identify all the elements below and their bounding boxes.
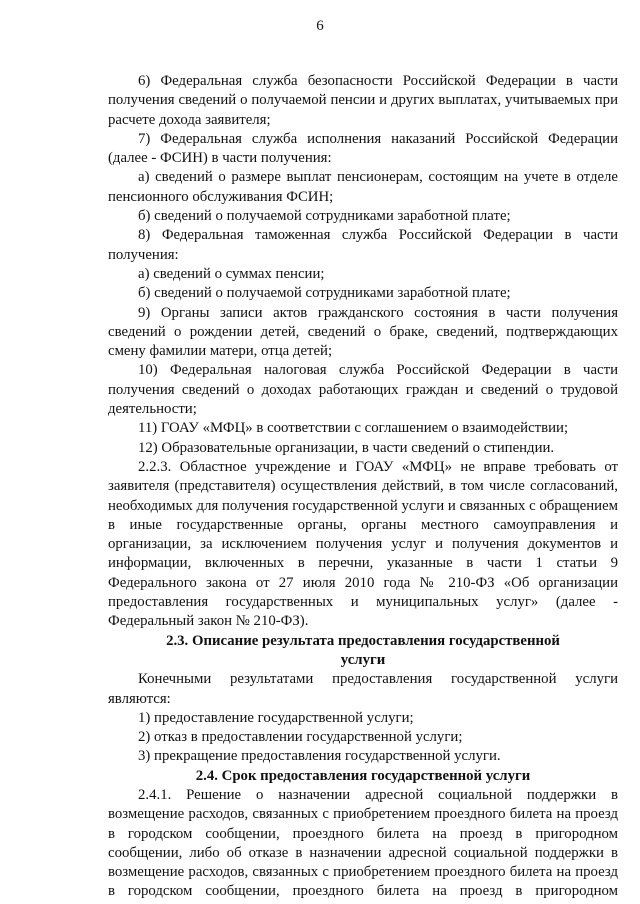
section-heading-2-3-line1: 2.3. Описание результата предоставления государственной bbox=[166, 632, 560, 649]
section-heading-2-4: 2.4. Срок предоставления государственной услуги bbox=[195, 767, 531, 784]
paragraph-item-8b: б) сведений о получаемой сотрудниками заработной плате; bbox=[138, 285, 511, 302]
result-item-1: 1) предоставление государственной услуги; bbox=[138, 709, 414, 726]
paragraph-2-2-3: 2.2.3. Областное учреждение и ГОАУ «МФЦ» не вправе требовать от заявителя (представителя) осуществления действий, в том числе согласований, необходимых для получения государственной услуги и связанных с обращением в иные государственные органы, органы местного самоуправления и организации, за исключением получения услуг и получения документов и информации, включенных в перечни, указанные в части 1 статьи 9 Федерального закона от 27 июля 2010 года № 210-ФЗ «Об организации предоставления государственных и муниципальных услуг» (далее - Федеральный закон № 210-ФЗ). bbox=[108, 458, 618, 630]
paragraph-item-7a: а) сведений о размере выплат пенсионерам, состоящим на учете в отделе пенсионного обслуживания ФСИН; bbox=[108, 169, 618, 205]
result-item-2: 2) отказ в предоставлении государственной услуги; bbox=[138, 729, 463, 746]
section-heading-2-3 bbox=[108, 632, 618, 671]
paragraph-item-11: 11) ГОАУ «МФЦ» в соответствии с соглашением о взаимодействии; bbox=[138, 420, 569, 437]
paragraph-results-intro: Конечными результатами предоставления государственной услуги являются: bbox=[108, 671, 618, 707]
paragraph-item-9: 9) Органы записи актов гражданского состояния в части получения сведений о рождении детей, сведений о браке, сведений, подтверждающих смену фамилии матери, отца детей; bbox=[108, 304, 618, 360]
section-heading-2-3-line2: услуги bbox=[340, 651, 386, 668]
paragraph-item-12: 12) Образовательные организации, в части сведений о стипендии. bbox=[138, 439, 555, 456]
result-item-3: 3) прекращение предоставления государственной услуги. bbox=[138, 748, 501, 765]
paragraph-item-8: 8) Федеральная таможенная служба Российской Федерации в части получения: bbox=[108, 227, 618, 263]
paragraph-2-4-1: 2.4.1. Решение о назначении адресной социальной поддержки в возмещение расходов, связанных с приобретением проездного билета на проезд в городском сообщении, проездного билета на проезд в пригородном сообщении, либо об отказе в назначении адресной социальной поддержки в возмещение расходов, связанных с приобретением проездного билета на проезд в городском сообщении, проездного билета на проезд в пригородном bbox=[108, 786, 618, 900]
paragraph-item-7b: б) сведений о получаемой сотрудниками заработной плате; bbox=[138, 208, 511, 225]
paragraph-item-7: 7) Федеральная служба исполнения наказаний Российской Федерации (далее - ФСИН) в части получения: bbox=[108, 130, 618, 167]
page-number: 6 bbox=[316, 18, 324, 34]
paragraph-item-6: 6) Федеральная служба безопасности Российской Федерации в части получения сведений о получаемой пенсии и других выплатах, учитываемых при расчете дохода заявителя; bbox=[108, 73, 618, 128]
paragraph-item-10: 10) Федеральная налоговая служба Российской Федерации в части получения сведений о доходах работающих граждан и сведений о трудовой деятельности; bbox=[108, 362, 618, 418]
paragraph-item-8a: а) сведений о суммах пенсии; bbox=[138, 265, 325, 282]
document-body bbox=[108, 72, 618, 902]
